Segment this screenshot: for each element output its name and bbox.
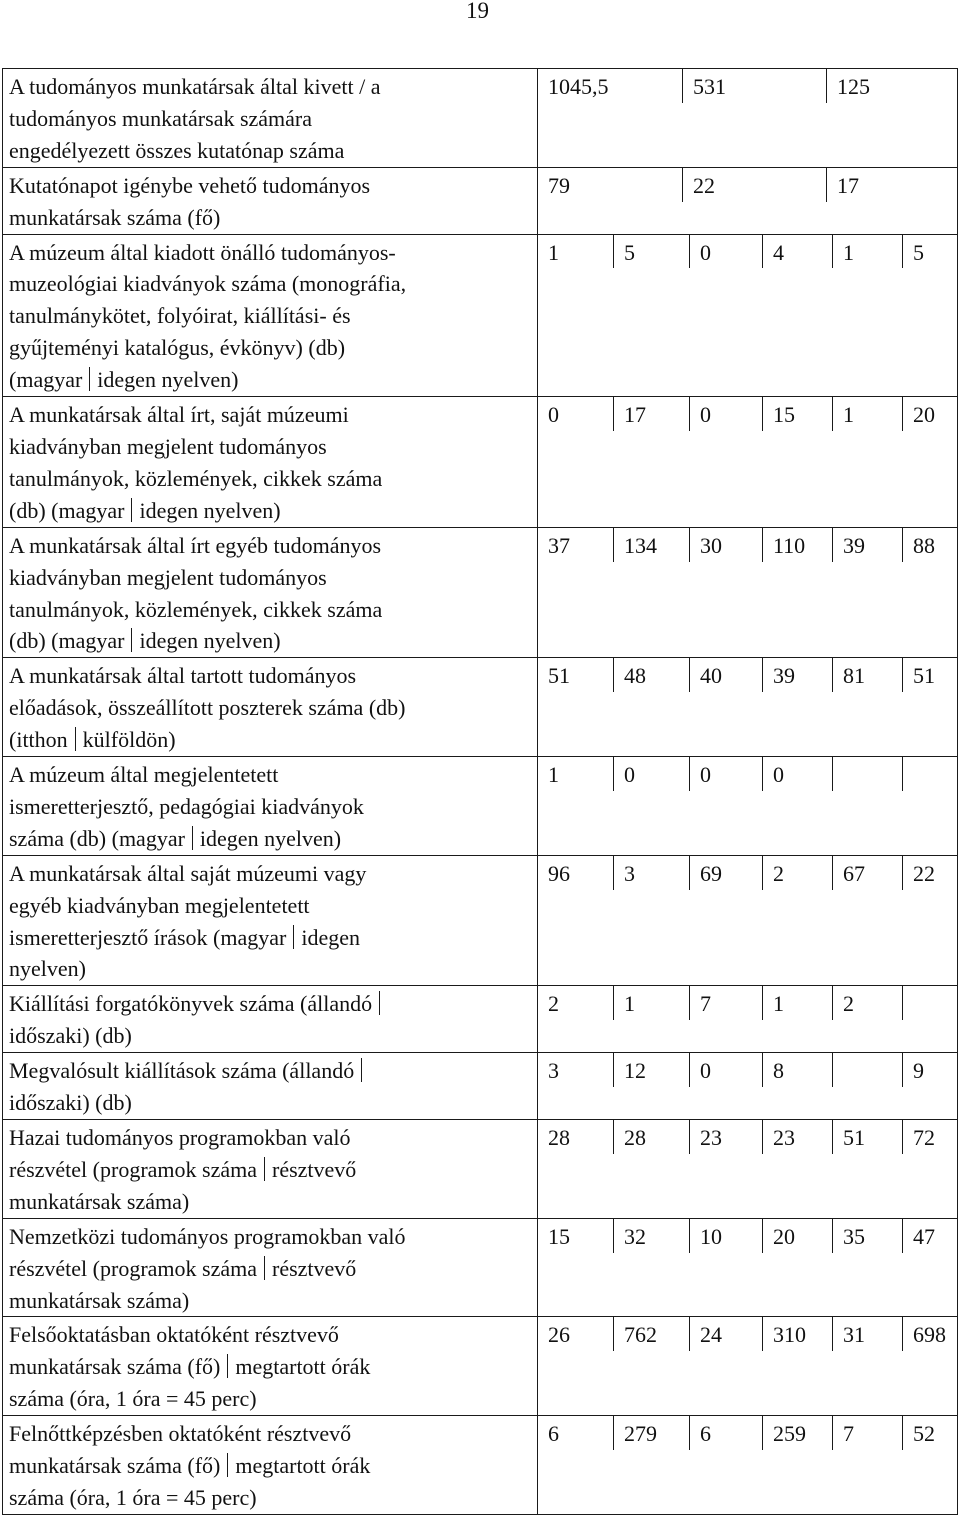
row-label-line: tanulmányok, közlemények, cikkek száma	[9, 465, 383, 491]
row-label-line: munkatársak száma (fő) megtartott órák	[9, 1453, 371, 1479]
row-label-line: A múzeum által megjelentetett	[9, 762, 279, 788]
value-cell: 2	[832, 986, 902, 1020]
value-cell: 17	[613, 397, 689, 431]
row-label-line: A munkatársak által tartott tudományos	[9, 663, 357, 689]
row-label-line: (itthon külföldön)	[9, 727, 176, 753]
value-cell: 39	[832, 528, 902, 562]
table-row	[3, 1416, 958, 1515]
row-label	[3, 1120, 538, 1219]
value-cell: 6	[689, 1416, 762, 1450]
separator-rule	[89, 367, 90, 391]
value-cell	[832, 757, 902, 791]
table-row	[3, 855, 958, 986]
value-cell: 47	[902, 1219, 957, 1253]
row-label-line: időszaki) (db)	[9, 1023, 132, 1049]
value-cell	[902, 986, 957, 1020]
value-cell: 37	[548, 532, 570, 558]
value-cell: 110	[762, 528, 832, 562]
row-label-line: gyűjteményi katalógus, évkönyv) (db)	[9, 335, 346, 361]
value-cell: 0	[548, 402, 559, 428]
row-values	[538, 397, 958, 528]
separator-rule	[293, 925, 294, 949]
value-cell: 15	[548, 1223, 570, 1249]
value-cell: 40	[689, 658, 762, 692]
value-cell: 22	[682, 168, 826, 202]
value-cell: 0	[613, 757, 689, 791]
value-cell: 12	[613, 1053, 689, 1087]
row-values	[538, 1416, 958, 1515]
separator-rule	[227, 1453, 228, 1477]
row-values	[538, 757, 958, 856]
row-label-line: ismeretterjesztő írások (magyar idegen	[9, 924, 360, 950]
value-cell: 24	[689, 1317, 762, 1351]
separator-rule	[131, 498, 132, 522]
table-row	[3, 658, 958, 757]
value-cell: 51	[548, 663, 570, 689]
value-cell: 3	[548, 1058, 559, 1084]
value-cell: 0	[689, 397, 762, 431]
row-label	[3, 1317, 538, 1416]
row-label	[3, 658, 538, 757]
table-body	[3, 69, 958, 1515]
row-label-line: A munkatársak által saját múzeumi vagy	[9, 860, 367, 886]
value-cell: 28	[613, 1120, 689, 1154]
value-cell: 69	[689, 856, 762, 890]
value-cell: 0	[689, 235, 762, 269]
value-cell: 51	[902, 658, 957, 692]
separator-rule	[264, 1256, 265, 1280]
row-label-line: ismeretterjesztő, pedagógiai kiadványok	[9, 793, 364, 819]
separator-rule	[192, 826, 193, 850]
value-cell: 2	[548, 991, 559, 1017]
value-cell: 279	[613, 1416, 689, 1450]
value-cell: 0	[689, 757, 762, 791]
row-label	[3, 986, 538, 1053]
row-label-line: A munkatársak által írt, saját múzeumi	[9, 402, 349, 428]
row-label-line: munkatársak száma (fő) megtartott órák	[9, 1354, 371, 1380]
row-label-line: muzeológiai kiadványok száma (monográfia,	[9, 271, 407, 297]
row-values	[538, 69, 958, 168]
value-cell: 1	[613, 986, 689, 1020]
value-cell: 1045,5	[548, 74, 609, 99]
value-cell: 7	[832, 1416, 902, 1450]
value-cell: 698	[902, 1317, 957, 1351]
value-cell: 23	[689, 1120, 762, 1154]
value-cell: 0	[689, 1053, 762, 1087]
value-cell: 79	[548, 172, 570, 198]
value-cell: 28	[548, 1125, 570, 1150]
row-values	[538, 167, 958, 234]
value-cell: 2	[762, 856, 832, 890]
row-label	[3, 527, 538, 658]
value-cell: 5	[902, 235, 957, 269]
table-row	[3, 167, 958, 234]
row-label-line: egyéb kiadványban megjelentetett	[9, 892, 310, 918]
row-label-line: Megvalósult kiállítások száma (állandó	[9, 1055, 531, 1087]
value-cell: 67	[832, 856, 902, 890]
value-cell: 5	[613, 235, 689, 269]
value-cell	[832, 1053, 902, 1087]
row-label-line: Hazai tudományos programokban való	[9, 1125, 351, 1150]
row-values	[538, 1317, 958, 1416]
value-cell: 15	[762, 397, 832, 431]
value-cell: 1	[832, 235, 902, 269]
row-label-line: (magyar idegen nyelven)	[9, 367, 239, 393]
row-label-line: időszaki) (db)	[9, 1090, 132, 1116]
value-cell: 17	[826, 168, 957, 202]
value-cell: 52	[902, 1416, 957, 1450]
row-label-line: engedélyezett összes kutatónap száma	[9, 137, 345, 163]
separator-rule	[361, 1058, 362, 1082]
value-cell: 1	[762, 986, 832, 1020]
value-cell: 531	[682, 69, 826, 103]
value-cell: 88	[902, 528, 957, 562]
value-cell: 125	[826, 69, 957, 103]
table-row	[3, 1053, 958, 1120]
value-cell: 9	[902, 1053, 957, 1087]
value-cell: 72	[902, 1120, 957, 1154]
row-label-line: munkatársak száma)	[9, 1287, 190, 1313]
table-row	[3, 397, 958, 528]
row-label-line: A tudományos munkatársak által kivett / a	[9, 74, 381, 99]
table-row	[3, 986, 958, 1053]
table-row	[3, 234, 958, 397]
row-label-line: kiadványban megjelent tudományos	[9, 433, 327, 459]
table-row	[3, 1218, 958, 1317]
row-label-line: A munkatársak által írt egyéb tudományos	[9, 532, 382, 558]
value-cell: 1	[548, 762, 559, 788]
table-row	[3, 757, 958, 856]
row-label	[3, 234, 538, 397]
row-label-line: kiadványban megjelent tudományos	[9, 564, 327, 590]
separator-rule	[379, 991, 380, 1015]
row-values	[538, 1218, 958, 1317]
value-cell: 8	[762, 1053, 832, 1087]
value-cell: 3	[613, 856, 689, 890]
separator-rule	[227, 1354, 228, 1378]
row-values	[538, 1053, 958, 1120]
value-cell: 1	[832, 397, 902, 431]
value-cell: 81	[832, 658, 902, 692]
row-label-line: nyelven)	[9, 956, 86, 982]
statistics-table	[2, 68, 958, 1515]
page-number: 19	[466, 0, 489, 23]
row-label-line: Kutatónapot igénybe vehető tudományos	[9, 172, 371, 198]
row-label-line: száma (db) (magyar idegen nyelven)	[9, 825, 342, 851]
value-cell: 48	[613, 658, 689, 692]
row-label	[3, 1416, 538, 1515]
row-label	[3, 1218, 538, 1317]
value-cell: 30	[689, 528, 762, 562]
row-label-line: (db) (magyar idegen nyelven)	[9, 628, 281, 654]
row-label-line: Kiállítási forgatókönyvek száma (állandó	[9, 988, 531, 1020]
value-cell: 32	[613, 1219, 689, 1253]
table-row	[3, 69, 958, 168]
row-label-line: (db) (magyar idegen nyelven)	[9, 497, 281, 523]
row-values	[538, 855, 958, 986]
row-label	[3, 397, 538, 528]
value-cell: 259	[762, 1416, 832, 1450]
row-values	[538, 986, 958, 1053]
row-label	[3, 167, 538, 234]
value-cell: 39	[762, 658, 832, 692]
row-label-line: száma (óra, 1 óra = 45 perc)	[9, 1484, 257, 1510]
row-values	[538, 658, 958, 757]
value-cell: 310	[762, 1317, 832, 1351]
row-label	[3, 855, 538, 986]
value-cell: 22	[902, 856, 957, 890]
value-cell: 96	[548, 860, 570, 886]
value-cell: 10	[689, 1219, 762, 1253]
value-cell	[902, 757, 957, 791]
value-cell: 20	[902, 397, 957, 431]
value-cell: 23	[762, 1120, 832, 1154]
row-label-line: Nemzetközi tudományos programokban való	[9, 1223, 406, 1249]
separator-rule	[264, 1157, 265, 1181]
value-cell: 20	[762, 1219, 832, 1253]
row-label	[3, 1053, 538, 1120]
separator-rule	[75, 727, 76, 751]
row-label-line: tudományos munkatársak számára	[9, 105, 313, 131]
row-label-line: munkatársak száma)	[9, 1188, 190, 1214]
value-cell: 762	[613, 1317, 689, 1351]
row-label-line: részvétel (programok száma résztvevő	[9, 1156, 357, 1182]
row-label-line: tanulmánykötet, folyóirat, kiállítási- és	[9, 303, 351, 329]
row-label-line: részvétel (programok száma résztvevő	[9, 1255, 357, 1281]
value-cell: 51	[832, 1120, 902, 1154]
row-values	[538, 1120, 958, 1219]
value-cell: 6	[548, 1421, 559, 1447]
value-cell: 1	[548, 239, 559, 265]
table-row	[3, 527, 958, 658]
table-row	[3, 1317, 958, 1416]
row-values	[538, 234, 958, 397]
value-cell: 7	[689, 986, 762, 1020]
separator-rule	[131, 628, 132, 652]
row-label-line: Felnőttképzésben oktatóként résztvevő	[9, 1421, 352, 1447]
row-label-line: A múzeum által kiadott önálló tudományos-	[9, 239, 396, 265]
value-cell: 26	[548, 1322, 570, 1348]
value-cell: 31	[832, 1317, 902, 1351]
row-label-line: száma (óra, 1 óra = 45 perc)	[9, 1386, 257, 1412]
value-cell: 0	[762, 757, 832, 791]
table-row	[3, 1120, 958, 1219]
value-cell: 4	[762, 235, 832, 269]
value-cell: 35	[832, 1219, 902, 1253]
value-cell: 134	[613, 528, 689, 562]
row-label-line: tanulmányok, közlemények, cikkek száma	[9, 596, 383, 622]
row-label-line: munkatársak száma (fő)	[9, 204, 221, 230]
row-label-line: Felsőoktatásban oktatóként résztvevő	[9, 1322, 339, 1348]
row-label	[3, 69, 538, 168]
row-values	[538, 527, 958, 658]
row-label-line: előadások, összeállított poszterek száma (db)	[9, 695, 406, 721]
row-label	[3, 757, 538, 856]
